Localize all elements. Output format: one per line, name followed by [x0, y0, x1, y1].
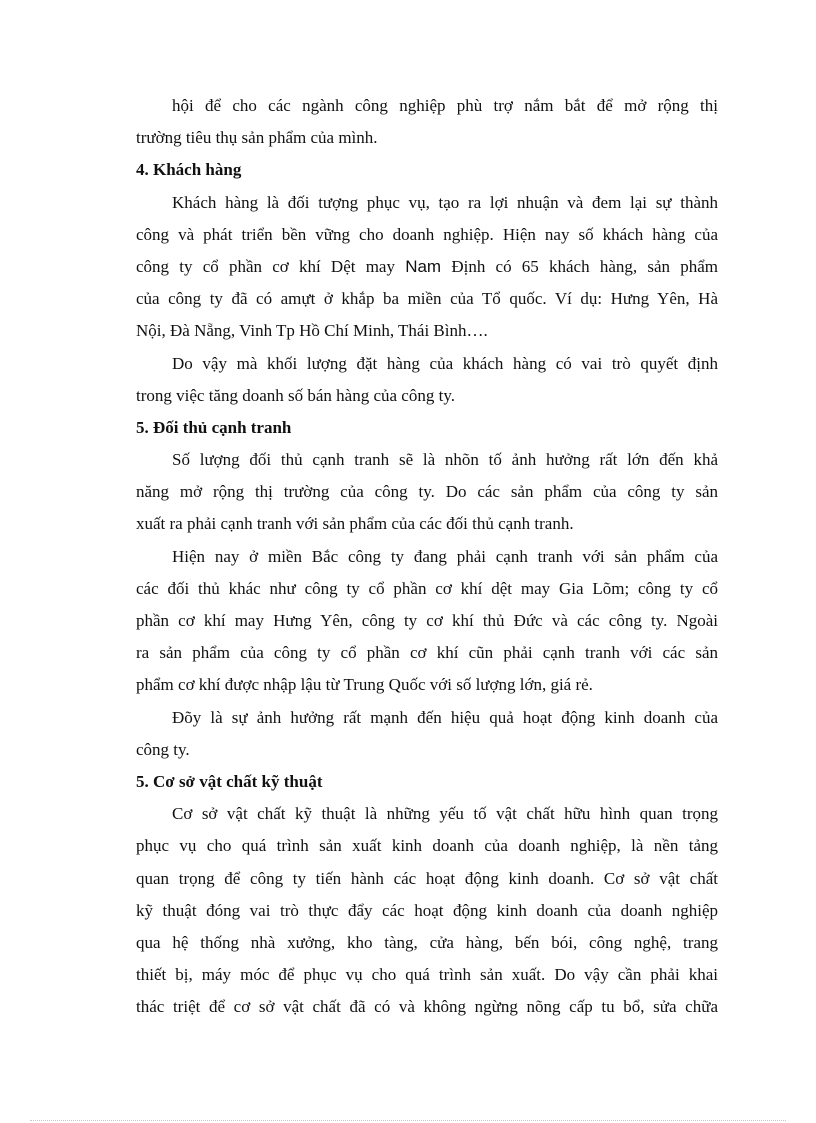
- text-line: phục vụ cho quá trình sản xuất kinh doanh của doanh nghiệp, là nền tảng: [136, 836, 718, 856]
- text-line: hội để cho các ngành công nghiệp phù trợ nắm bắt để mở rộng thị: [172, 96, 718, 115]
- text-line: các đối thủ khác như công ty cổ phần cơ khí dệt may Gia Lõm; công ty cổ: [136, 578, 718, 598]
- text-line-mixed-font: [136, 251, 718, 283]
- text-line: xuất ra phải cạnh tranh với sản phẩm của các đối thủ cạnh tranh.: [136, 514, 574, 534]
- text-line: qua hệ thống nhà xưởng, kho tàng, cửa hàng, bến bói, công nghệ, trang: [136, 932, 718, 952]
- section-heading-competitors: 5. Đối thủ cạnh tranh: [136, 417, 292, 437]
- text-line: kỹ thuật đóng vai trò thực đẩy các hoạt động kinh doanh của doanh nghiệp: [136, 900, 718, 920]
- text-line: Đõy là sự ảnh hưởng rất mạnh đến hiệu quả hoạt động kinh doanh của: [172, 707, 718, 727]
- text-line: công ty.: [136, 739, 190, 759]
- section-heading-facilities: 5. Cơ sở vật chất kỹ thuật: [136, 771, 323, 791]
- text-line: Khách hàng là đối tượng phục vụ, tạo ra lợi nhuận và đem lại sự thành: [172, 192, 718, 212]
- text-line: thiết bị, máy móc để phục vụ cho quá trình sản xuất. Do vậy cần phải khai: [136, 965, 718, 985]
- text-line: của công ty đã có amựt ở khắp ba miền của Tổ quốc. Ví dụ: Hưng Yên, Hà: [136, 289, 718, 309]
- text-line: trong việc tăng doanh số bán hàng của công ty.: [136, 385, 455, 405]
- document-page: [136, 90, 718, 1023]
- text-line: phần cơ khí may Hưng Yên, công ty cơ khí thủ Đức và các công ty. Ngoài: [136, 611, 718, 630]
- text-segment: công ty cổ phần cơ khí Dệt may: [136, 256, 406, 276]
- text-line: thác triệt để cơ sở vật chất đã có và không ngừng nõng cấp tu bổ, sửa chữa: [136, 997, 718, 1017]
- text-line: năng mở rộng thị trường của công ty. Do các sản phẩm của công ty sản: [136, 482, 718, 502]
- text-line: Do vậy mà khối lượng đặt hàng của khách hàng có vai trò quyết định: [172, 353, 718, 373]
- text-line: quan trọng để công ty tiến hành các hoạt động kinh doanh. Cơ sở vật chất: [136, 868, 718, 888]
- text-line: công và phát triển bền vững cho doanh nghiệp. Hiện nay số khách hàng của: [136, 224, 718, 244]
- text-line: trường tiêu thụ sản phẩm của mình.: [136, 128, 378, 148]
- text-line: Cơ sở vật chất kỹ thuật là những yếu tố vật chất hữu hình quan trọng: [172, 804, 718, 824]
- text-line: Nội, Đà Nẵng, Vinh Tp Hồ Chí Minh, Thái Bình….: [136, 321, 488, 341]
- text-line: phẩm cơ khí được nhập lậu từ Trung Quốc với số lượng lớn, giá rẻ.: [136, 675, 593, 695]
- section-heading-customers: 4. Khách hàng: [136, 160, 242, 180]
- text-segment: Định có 65 khách hàng, sản phẩm: [441, 256, 718, 276]
- text-line: Hiện nay ở miền Bắc công ty đang phải cạnh tranh với sản phẩm của: [172, 546, 718, 566]
- text-line: ra sản phẩm của công ty cổ phần cơ khí cũn phải cạnh tranh với các sản: [136, 643, 718, 663]
- text-line: Số lượng đối thủ cạnh tranh sẽ là nhõn tố ảnh hưởng rất lớn đến khả: [172, 450, 718, 470]
- footer-divider: [30, 1120, 786, 1121]
- text-segment-sans: Nam: [405, 256, 442, 276]
